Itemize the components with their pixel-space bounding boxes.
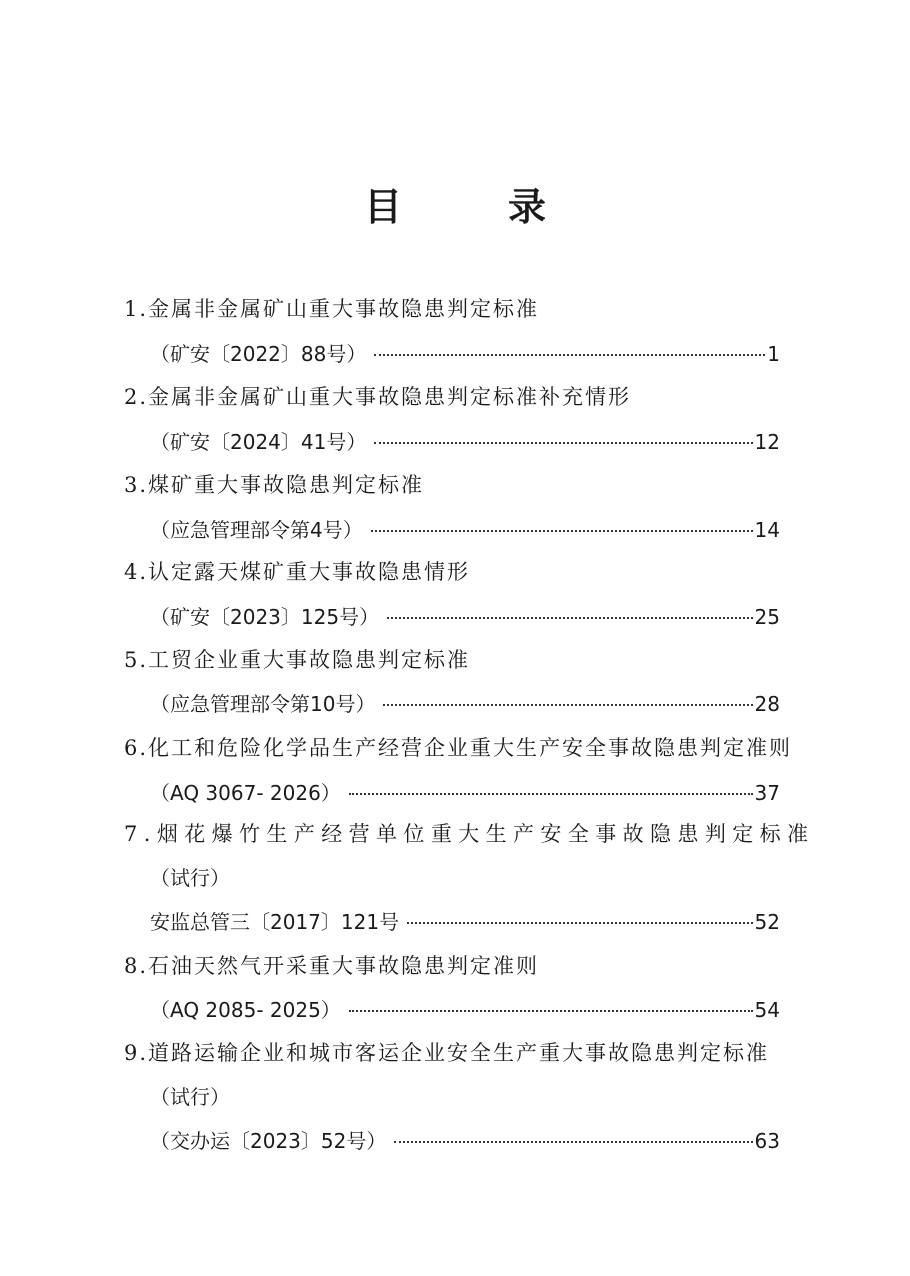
toc-entry-2-title[interactable]: 2.金属非金属矿山重大事故隐患判定标准补充情形 bbox=[124, 385, 632, 409]
toc-entry-2-ref[interactable] bbox=[150, 427, 780, 457]
toc-entry-1-page: 1 bbox=[767, 342, 780, 366]
page-title: 目 录 bbox=[363, 184, 580, 229]
toc-entry-9-title[interactable]: 9.道路运输企业和城市客运企业安全生产重大事故隐患判定标准 bbox=[124, 1041, 770, 1065]
toc-entry-3-title[interactable]: 3.煤矿重大事故隐患判定标准 bbox=[124, 473, 425, 497]
dot-leader bbox=[374, 354, 765, 356]
dot-leader bbox=[349, 1010, 753, 1012]
dot-leader bbox=[407, 922, 752, 924]
toc-entry-8-code: （AQ 2085- 2025） bbox=[150, 998, 341, 1022]
toc-entry-4-ref[interactable] bbox=[150, 602, 780, 632]
toc-entry-7-note: （试行） bbox=[150, 866, 230, 890]
dot-leader bbox=[349, 793, 753, 795]
toc-entry-1-code: （矿安〔2022〕88号） bbox=[150, 342, 367, 366]
toc-entry-5-title[interactable]: 5.工贸企业重大事故隐患判定标准 bbox=[124, 648, 471, 672]
toc-entry-7-title[interactable]: 7.烟花爆竹生产经营单位重大生产安全事故隐患判定标准 bbox=[124, 822, 815, 846]
dot-leader bbox=[371, 530, 753, 532]
toc-entry-7-ref[interactable] bbox=[150, 907, 780, 937]
toc-entry-9-page: 63 bbox=[754, 1129, 780, 1153]
toc-entry-8-title[interactable]: 8.石油天然气开采重大事故隐患判定准则 bbox=[124, 954, 540, 978]
toc-entry-9-ref[interactable] bbox=[150, 1126, 780, 1156]
toc-entry-6-code: （AQ 3067- 2026） bbox=[150, 781, 341, 805]
toc-entry-5-page: 28 bbox=[754, 692, 780, 716]
toc-entry-4-page: 25 bbox=[754, 605, 780, 629]
toc-entry-8-ref[interactable] bbox=[150, 995, 780, 1025]
dot-leader bbox=[387, 617, 752, 619]
toc-entry-1-title[interactable]: 1.金属非金属矿山重大事故隐患判定标准 bbox=[124, 297, 540, 321]
toc-entry-2-page: 12 bbox=[754, 430, 780, 454]
toc-entry-3-page: 14 bbox=[754, 518, 780, 542]
toc-entry-6-page: 37 bbox=[754, 781, 780, 805]
toc-entry-5-ref[interactable] bbox=[150, 689, 780, 719]
toc-entry-9-code: （交办运〔2023〕52号） bbox=[150, 1129, 387, 1153]
toc-entry-4-title[interactable]: 4.认定露天煤矿重大事故隐患情形 bbox=[124, 560, 471, 584]
toc-entry-6-title[interactable]: 6.化工和危险化学品生产经营企业重大生产安全事故隐患判定准则 bbox=[124, 736, 793, 760]
dot-leader bbox=[394, 1141, 752, 1143]
toc-entry-3-code: （应急管理部令第4号） bbox=[150, 518, 363, 542]
dot-leader bbox=[383, 704, 752, 706]
toc-entry-8-page: 54 bbox=[754, 998, 780, 1022]
toc-entry-6-ref[interactable] bbox=[150, 778, 780, 808]
toc-entry-7-code: 安监总管三〔2017〕121号 bbox=[150, 910, 400, 934]
toc-entry-7-page: 52 bbox=[754, 910, 780, 934]
toc-entry-2-code: （矿安〔2024〕41号） bbox=[150, 430, 367, 454]
toc-entry-3-ref[interactable] bbox=[150, 515, 780, 545]
toc-entry-4-code: （矿安〔2023〕125号） bbox=[150, 605, 380, 629]
toc-entry-5-code: （应急管理部令第10号） bbox=[150, 692, 376, 716]
toc-entry-1-ref[interactable] bbox=[150, 339, 780, 369]
toc-entry-9-note: （试行） bbox=[150, 1085, 230, 1109]
dot-leader bbox=[374, 442, 752, 444]
